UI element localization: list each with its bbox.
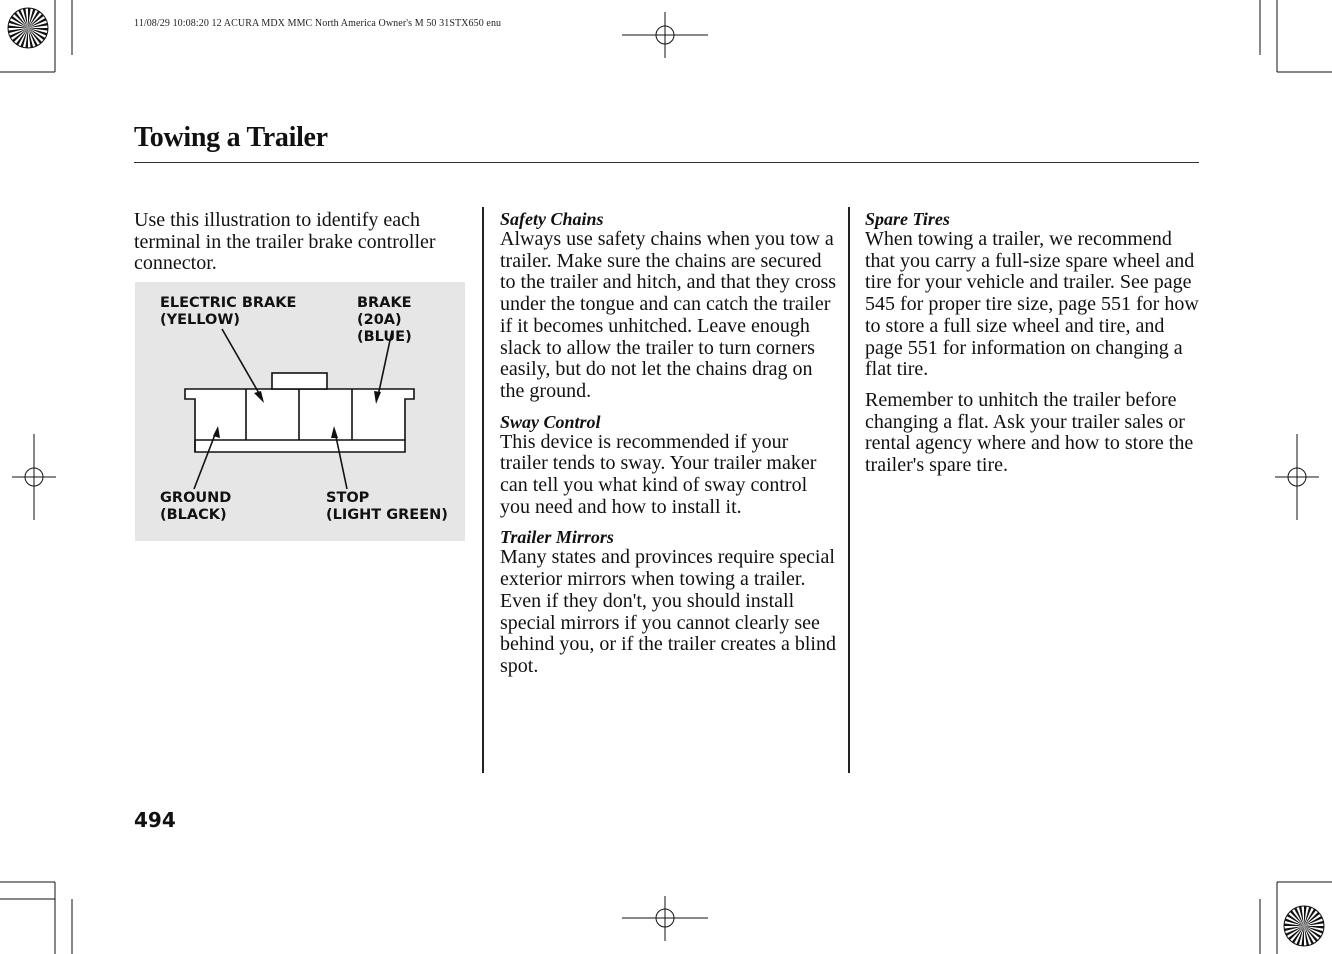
safety-chains-paragraph: Always use safety chains when you tow a trailer. Make sure the chains are secured to the trailer and hitch, and that they cross under the tongue and can catch the trailer if it becomes unhitched. Leave enough slack to allow the trailer to turn corners easily, but do not let the chains drag on the ground. <box>500 228 837 402</box>
column-divider-2 <box>848 207 850 773</box>
stop-label: STOP (LIGHT GREEN) <box>326 490 448 523</box>
title-rule <box>134 162 1199 163</box>
spare-tires-heading: Spare Tires <box>865 209 950 229</box>
intro-paragraph: Use this illustration to identify each terminal in the trailer brake controller connector. <box>134 209 436 275</box>
print-info-header: 11/08/29 10:08:20 12 ACURA MDX MMC North America Owner's M 50 31STX650 enu <box>134 18 502 29</box>
page-title: Towing a Trailer <box>134 122 328 153</box>
column-divider-1 <box>482 207 484 773</box>
column-1 <box>134 210 464 275</box>
column-2 <box>500 209 840 678</box>
safety-chains-heading: Safety Chains <box>500 209 604 229</box>
sway-control-paragraph: This device is recommended if your trailer tends to sway. Your trailer maker can tell you what kind of sway control you need and how to install it. <box>500 430 817 518</box>
connector-diagram <box>135 282 465 541</box>
trailer-mirrors-heading: Trailer Mirrors <box>500 527 614 548</box>
sway-control-heading: Sway Control <box>500 411 601 432</box>
trailer-mirrors-paragraph: Many states and provinces require special exterior mirrors when towing a trailer. Even if they don't, you should install special mirrors if you cannot clearly see behind you, or if the trailer creates a blind spot. <box>500 546 836 677</box>
brake-label: BRAKE (20A) (BLUE) <box>357 295 412 345</box>
electric-brake-label: ELECTRIC BRAKE (YELLOW) <box>160 295 297 328</box>
reminder-paragraph: Remember to unhitch the trailer before changing a flat. Ask your trailer sales or rental agency where and how to store the trailer's spare tire. <box>865 388 1194 477</box>
spare-tires-paragraph: When towing a trailer, we recommend that you carry a full-size spare wheel and tire for your vehicle and trailer. See page 545 for proper tire size, page 551 for how to store a full size wheel and tire, and page 551 for information on changing a flat tire. <box>865 228 1199 381</box>
ground-label: GROUND (BLACK) <box>160 490 232 523</box>
page-number: 494 <box>134 808 176 832</box>
column-3 <box>865 209 1205 477</box>
